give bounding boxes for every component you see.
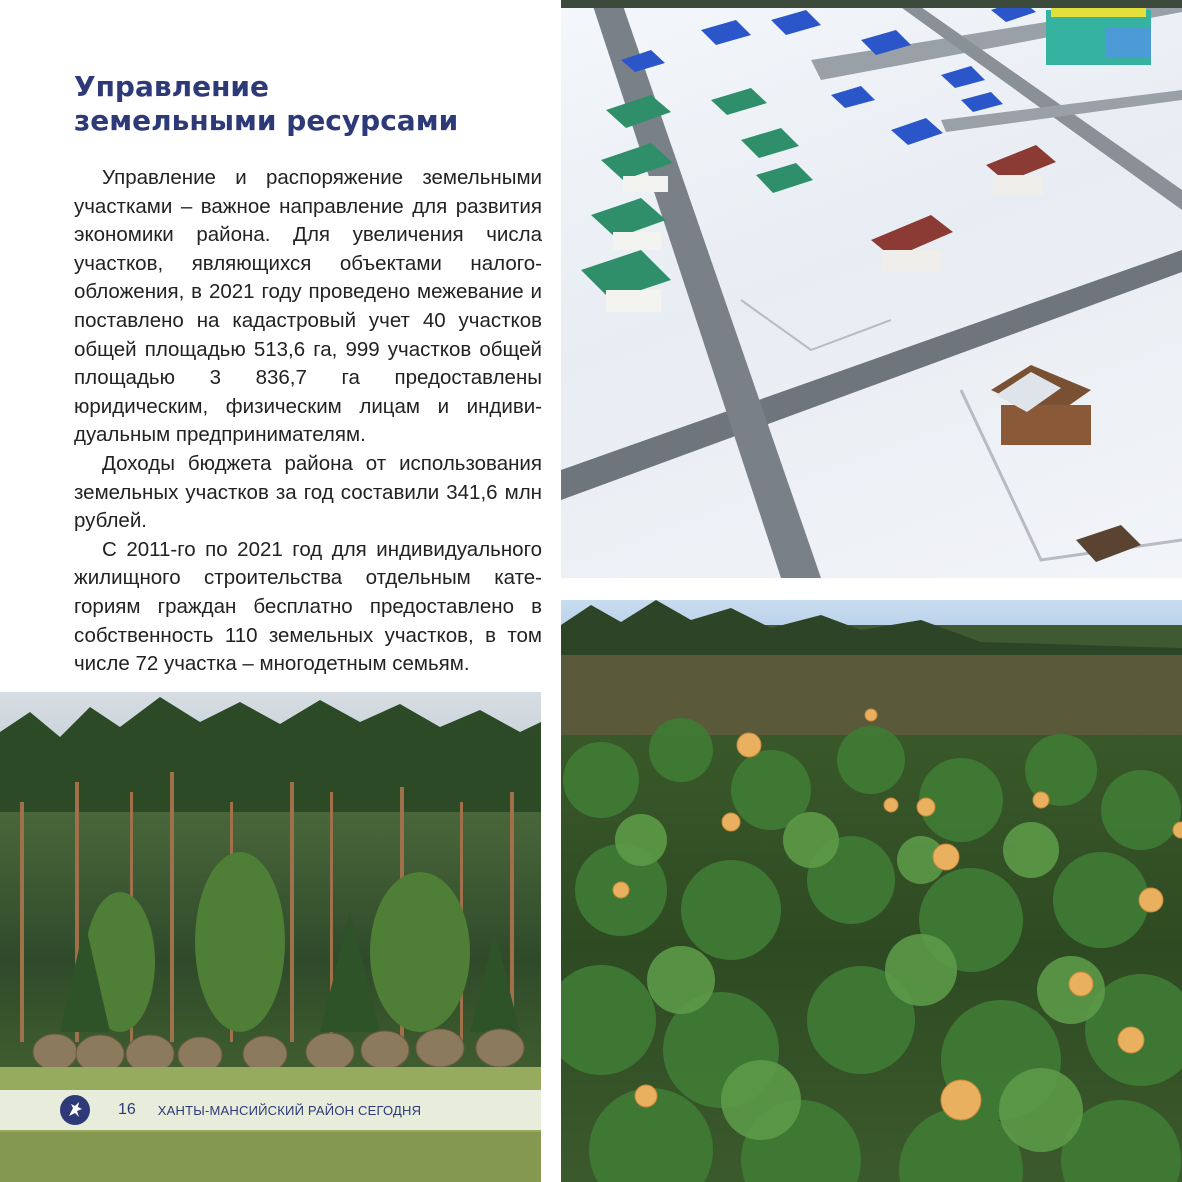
article-text — [74, 70, 542, 679]
paragraph: Управление и распоряжение земельными участками – важное направление для развития экономики района. Для увеличения числа участков, являющихся объектами налогообложения, в 2021 году проведено межевание и поставлено на кадастровый учет 40 участков общей площадью 513,6 га, 999 участков общей площадью 3 836,7 га предоставлены юридическим, физическим лицам и индивидуальным предпринимателям. — [74, 166, 542, 447]
village-aerial-photo — [561, 0, 1182, 578]
running-title: ХАНТЫ-МАНСИЙСКИЙ РАЙОН СЕГОДНЯ — [157, 1102, 422, 1118]
page-title-line-2: земельными ресурсами — [74, 104, 459, 137]
page-title-line-1: Управление — [74, 70, 270, 103]
paragraph: С 2011-го по 2021 год для индивидуального жилищного строительства отдельным категориям граждан бесплатно предоставлено в собственность 110 земельных участков, в том числе 72 участка – многодетным семьям. — [74, 537, 542, 676]
paragraph: Доходы бюджета района от использования земельных участков за год составили 341,6 млн рублей. — [74, 451, 542, 533]
cloudberry-field-photo — [561, 600, 1182, 1182]
village-aerial-illustration — [561, 0, 1182, 578]
district-logo-icon — [60, 1095, 90, 1125]
page-footer — [0, 1090, 541, 1130]
cloudberry-illustration — [561, 600, 1182, 1182]
page-number: 16 — [118, 1101, 136, 1118]
page-title — [74, 70, 542, 138]
